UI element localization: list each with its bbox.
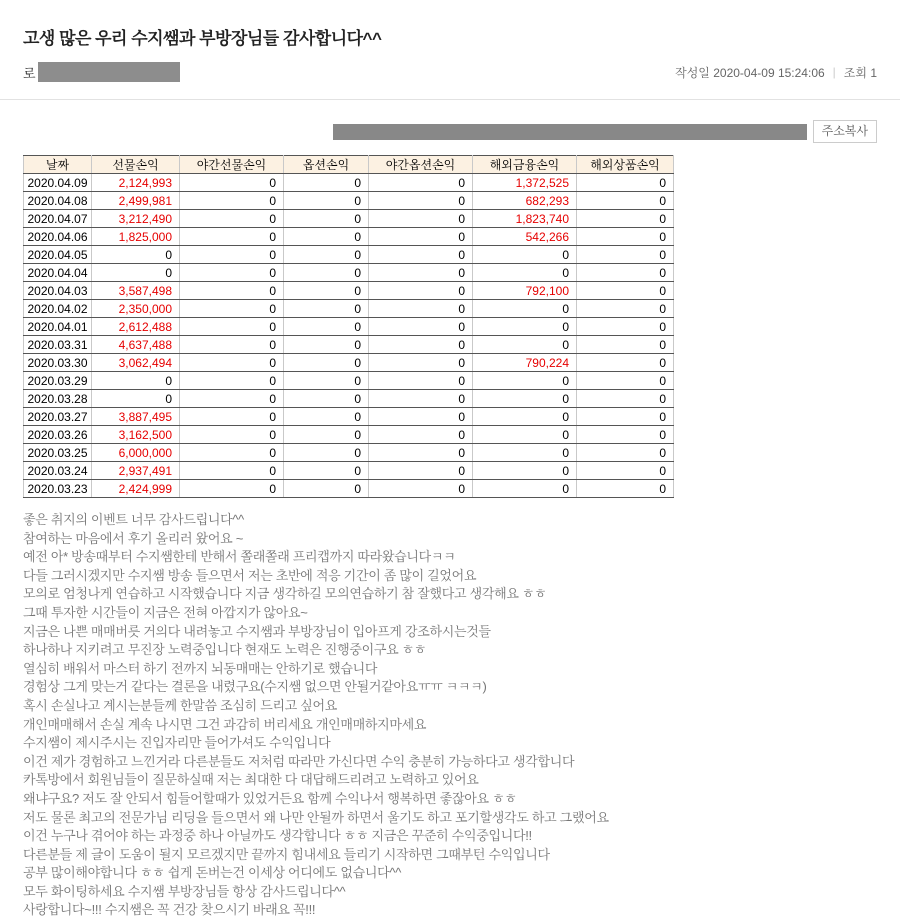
value-cell: 0 (577, 228, 674, 246)
value-cell: 0 (577, 174, 674, 192)
value-cell: 0 (284, 426, 369, 444)
body-line: 열심히 배워서 마스터 하기 전까지 뇌동매매는 안하기로 했습니다 (23, 660, 378, 676)
date-cell: 2020.04.07 (24, 210, 92, 228)
value-cell: 0 (284, 336, 369, 354)
date-cell: 2020.03.26 (24, 426, 92, 444)
post-date: 작성일 2020-04-09 15:24:06 (675, 65, 825, 80)
date-cell: 2020.03.28 (24, 390, 92, 408)
value-cell: 0 (284, 246, 369, 264)
value-cell: 0 (284, 318, 369, 336)
value-cell: 0 (577, 426, 674, 444)
value-cell: 1,372,525 (473, 174, 577, 192)
pnl-table (23, 155, 674, 498)
value-cell: 0 (369, 174, 473, 192)
date-cell: 2020.03.25 (24, 444, 92, 462)
value-cell: 0 (473, 300, 577, 318)
value-cell: 0 (369, 192, 473, 210)
value-cell: 0 (284, 462, 369, 480)
table-row (24, 192, 674, 210)
value-cell: 3,162,500 (92, 426, 180, 444)
value-cell: 0 (284, 174, 369, 192)
value-cell: 0 (180, 174, 284, 192)
value-cell: 0 (369, 210, 473, 228)
value-cell: 0 (473, 408, 577, 426)
value-cell: 4,637,488 (92, 336, 180, 354)
value-cell: 0 (369, 372, 473, 390)
value-cell: 0 (180, 228, 284, 246)
table-row (24, 246, 674, 264)
post-page (0, 24, 900, 82)
body-line: 혹시 손실나고 계시는분들께 한말씀 조심히 드리고 싶어요 (23, 697, 338, 713)
table-row (24, 210, 674, 228)
value-cell: 2,499,981 (92, 192, 180, 210)
body-line: 다른분들 제 글이 도움이 될지 모르겠지만 끝까지 힘내세요 들리기 시작하면 그때부턴 수익입니다 (23, 846, 550, 862)
body-line: 하나하나 지키려고 무진장 노력중입니다 현재도 노력은 진행중이구요 ㅎㅎ (23, 642, 427, 658)
value-cell: 0 (369, 480, 473, 498)
value-cell: 0 (284, 228, 369, 246)
body-line: 모의로 엄청나게 연습하고 시작했습니다 지금 생각하길 모의연습하기 참 잘했다고 생각해요 ㅎㅎ (23, 586, 547, 602)
value-cell: 0 (369, 336, 473, 354)
value-cell: 0 (473, 264, 577, 282)
value-cell: 0 (577, 444, 674, 462)
column-header: 선물손익 (92, 156, 180, 174)
table-row (24, 426, 674, 444)
table-body (24, 174, 674, 498)
column-header: 해외금융손익 (473, 156, 577, 174)
value-cell: 0 (369, 246, 473, 264)
value-cell: 0 (92, 390, 180, 408)
header-divider (0, 99, 900, 100)
date-cell: 2020.03.24 (24, 462, 92, 480)
value-cell: 2,124,993 (92, 174, 180, 192)
date-cell: 2020.04.05 (24, 246, 92, 264)
value-cell: 792,100 (473, 282, 577, 300)
value-cell: 0 (473, 390, 577, 408)
value-cell: 0 (180, 318, 284, 336)
date-cell: 2020.03.30 (24, 354, 92, 372)
value-cell: 0 (92, 264, 180, 282)
value-cell: 0 (92, 372, 180, 390)
value-cell: 0 (180, 210, 284, 228)
table-header-row (24, 156, 674, 174)
table-row (24, 228, 674, 246)
column-header: 야간선물손익 (180, 156, 284, 174)
value-cell: 0 (284, 444, 369, 462)
author-name-redacted (38, 62, 180, 82)
body-line: 모두 화이팅하세요 수지쌤 부방장님들 항상 감사드립니다^^ (23, 883, 346, 899)
date-cell: 2020.03.29 (24, 372, 92, 390)
post-body (23, 511, 877, 920)
body-line: 저도 물론 최고의 전문가님 리딩을 들으면서 왜 나만 안될까 하면서 울기도 하고 포기할생각도 하고 그랬어요 (23, 809, 609, 825)
value-cell: 0 (180, 264, 284, 282)
value-cell: 0 (473, 462, 577, 480)
value-cell: 790,224 (473, 354, 577, 372)
value-cell: 0 (369, 354, 473, 372)
body-line: 예전 아* 방송때부터 수지쌤한테 반해서 쫄래쫄래 프리캡까지 따라왔습니다ㅋㅋ (23, 549, 456, 565)
meta-separator: | (832, 65, 836, 79)
value-cell: 0 (180, 480, 284, 498)
column-header: 옵션손익 (284, 156, 369, 174)
body-line: 좋은 취지의 이벤트 너무 감사드립니다^^ (23, 512, 244, 527)
value-cell: 0 (577, 480, 674, 498)
value-cell: 0 (180, 372, 284, 390)
value-cell: 0 (180, 408, 284, 426)
column-header: 야간옵션손익 (369, 156, 473, 174)
value-cell: 0 (92, 246, 180, 264)
value-cell: 0 (369, 300, 473, 318)
value-cell: 0 (473, 444, 577, 462)
table-row (24, 462, 674, 480)
value-cell: 0 (577, 246, 674, 264)
value-cell: 3,887,495 (92, 408, 180, 426)
value-cell: 0 (473, 480, 577, 498)
value-cell: 0 (180, 462, 284, 480)
value-cell: 0 (473, 336, 577, 354)
value-cell: 0 (369, 390, 473, 408)
body-line: 이건 누구나 겪어야 하는 과정중 하나 아닐까도 생각합니다 ㅎㅎ 지금은 꾸준히 수익중입니다!! (23, 828, 532, 844)
table-row (24, 264, 674, 282)
date-cell: 2020.03.23 (24, 480, 92, 498)
value-cell: 2,424,999 (92, 480, 180, 498)
value-cell: 0 (473, 246, 577, 264)
value-cell: 3,062,494 (92, 354, 180, 372)
value-cell: 0 (369, 282, 473, 300)
body-line: 공부 많이해야합니다 ㅎㅎ 쉽게 돈버는건 이세상 어디에도 없습니다^^ (23, 865, 402, 881)
author-name (23, 62, 180, 82)
body-line: 지금은 나쁜 매매버릇 거의다 내려놓고 수지쌤과 부방장님이 입아프게 강조하시는것들 (23, 623, 491, 639)
date-cell: 2020.04.01 (24, 318, 92, 336)
value-cell: 1,823,740 (473, 210, 577, 228)
date-cell: 2020.04.06 (24, 228, 92, 246)
post-meta (675, 64, 877, 81)
value-cell: 0 (284, 390, 369, 408)
table-row (24, 174, 674, 192)
value-cell: 0 (577, 210, 674, 228)
value-cell: 0 (577, 300, 674, 318)
value-cell: 0 (284, 264, 369, 282)
view-count: 조회 1 (843, 65, 877, 80)
value-cell: 0 (577, 192, 674, 210)
author-row (23, 62, 877, 82)
body-line: 왜냐구요? 저도 잘 안되서 힘들어할때가 있었거든요 함께 수익나서 행복하면 좋잖아요 ㅎㅎ (23, 790, 517, 806)
table-row (24, 300, 674, 318)
value-cell: 0 (369, 462, 473, 480)
body-line: 다들 그러시겠지만 수지쌤 방송 들으면서 저는 초반에 적응 기간이 좀 많이 길었어요 (23, 567, 477, 583)
value-cell: 0 (180, 300, 284, 318)
value-cell: 0 (577, 282, 674, 300)
value-cell: 542,266 (473, 228, 577, 246)
value-cell: 1,825,000 (92, 228, 180, 246)
page-title: 고생 많은 우리 수지쌤과 부방장님들 감사합니다^^ (23, 29, 382, 48)
value-cell: 0 (180, 354, 284, 372)
value-cell: 0 (284, 282, 369, 300)
copy-url-button[interactable]: 주소복사 (813, 120, 877, 143)
value-cell: 0 (577, 390, 674, 408)
body-line: 수지쌤이 제시주시는 진입자리만 들어가셔도 수익입니다 (23, 735, 331, 751)
value-cell: 0 (577, 354, 674, 372)
date-cell: 2020.04.08 (24, 192, 92, 210)
column-header: 날짜 (24, 156, 92, 174)
body-line: 그때 투자한 시간들이 지금은 전혀 아깝지가 않아요~ (23, 604, 308, 620)
value-cell: 0 (369, 228, 473, 246)
value-cell: 2,350,000 (92, 300, 180, 318)
body-line: 경험상 그게 맞는거 같다는 결론을 내렸구요(수지쌤 없으면 안될거같아요ㅠㅠ ㅋㅋㅋ) (23, 679, 487, 695)
value-cell: 0 (473, 318, 577, 336)
table-row (24, 354, 674, 372)
value-cell: 0 (577, 372, 674, 390)
value-cell: 0 (284, 480, 369, 498)
table-row (24, 480, 674, 498)
value-cell: 0 (369, 444, 473, 462)
table-row (24, 444, 674, 462)
value-cell: 0 (577, 462, 674, 480)
body-line: 참여하는 마음에서 후기 올리러 왔어요 ~ (23, 530, 243, 546)
table-row (24, 408, 674, 426)
value-cell: 0 (577, 408, 674, 426)
value-cell: 6,000,000 (92, 444, 180, 462)
value-cell: 0 (180, 192, 284, 210)
value-cell: 0 (180, 336, 284, 354)
value-cell: 0 (284, 192, 369, 210)
value-cell: 0 (473, 372, 577, 390)
toolbar (23, 120, 877, 143)
value-cell: 0 (284, 408, 369, 426)
value-cell: 0 (577, 318, 674, 336)
date-cell: 2020.04.02 (24, 300, 92, 318)
date-cell: 2020.04.09 (24, 174, 92, 192)
value-cell: 3,212,490 (92, 210, 180, 228)
post-url-redacted (333, 124, 807, 140)
table-row (24, 372, 674, 390)
table-row (24, 390, 674, 408)
value-cell: 0 (369, 318, 473, 336)
body-line: 개인매매해서 손실 계속 나시면 그건 과감히 버리세요 개인매매하지마세요 (23, 716, 427, 732)
table-row (24, 336, 674, 354)
date-cell: 2020.04.03 (24, 282, 92, 300)
value-cell: 0 (473, 426, 577, 444)
body-line: 사랑합니다~!!! 수지쌤은 꼭 건강 찾으시기 바래요 꼭!!! (23, 902, 316, 918)
value-cell: 0 (180, 390, 284, 408)
body-line: 이건 제가 경험하고 느낀거라 다른분들도 저처럼 따라만 가신다면 수익 충분히 가능하다고 생각합니다 (23, 753, 575, 769)
date-cell: 2020.03.31 (24, 336, 92, 354)
value-cell: 0 (577, 336, 674, 354)
value-cell: 0 (180, 282, 284, 300)
table-row (24, 282, 674, 300)
value-cell: 0 (284, 354, 369, 372)
value-cell: 0 (180, 426, 284, 444)
value-cell: 0 (180, 444, 284, 462)
author-name-prefix: 로 (23, 65, 36, 81)
date-cell: 2020.04.04 (24, 264, 92, 282)
value-cell: 0 (369, 264, 473, 282)
value-cell: 0 (284, 210, 369, 228)
value-cell: 2,612,488 (92, 318, 180, 336)
column-header: 해외상품손익 (577, 156, 674, 174)
value-cell: 682,293 (473, 192, 577, 210)
table-row (24, 318, 674, 336)
value-cell: 0 (577, 264, 674, 282)
value-cell: 0 (369, 408, 473, 426)
value-cell: 2,937,491 (92, 462, 180, 480)
value-cell: 0 (284, 300, 369, 318)
value-cell: 0 (369, 426, 473, 444)
value-cell: 3,587,498 (92, 282, 180, 300)
body-line: 카톡방에서 회원님들이 질문하실때 저는 최대한 다 대답해드리려고 노력하고 있어요 (23, 772, 479, 788)
value-cell: 0 (284, 372, 369, 390)
date-cell: 2020.03.27 (24, 408, 92, 426)
value-cell: 0 (180, 246, 284, 264)
